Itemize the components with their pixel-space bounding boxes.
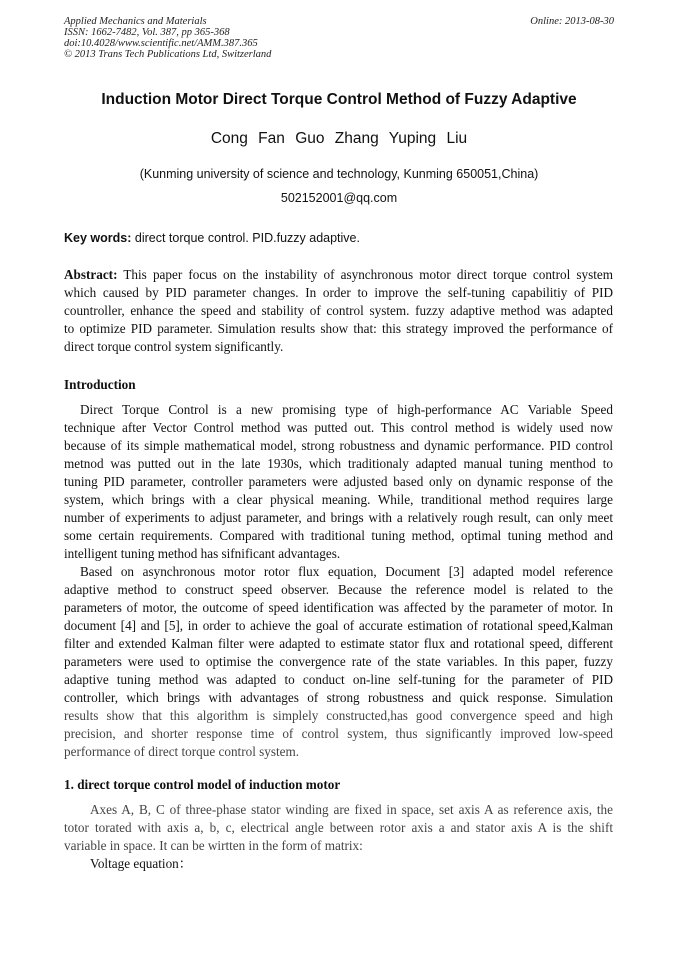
section1-line: Axes A, B, C of three-phase stator winding are fixed in space, set axis A as reference axis, the <box>90 802 613 817</box>
abstract-label: Abstract: <box>64 267 118 282</box>
abstract <box>64 266 613 356</box>
introduction-heading: Introduction <box>64 377 136 392</box>
keywords-text: direct torque control. PID.fuzzy adaptive. <box>131 231 360 245</box>
copyright: © 2013 Trans Tech Publications Ltd, Switzerland <box>64 49 272 60</box>
journal-name: Applied Mechanics and Materials <box>64 16 207 27</box>
abstract-line: countroller, enhance the speed and stability of control system. fuzzy adaptive method was adapted <box>64 303 613 318</box>
email: 502152001@qq.com <box>280 191 398 205</box>
introduction-line: adaptive tuning method was adapted to conduct on-line self-tuning for the parameter of PID <box>64 672 613 687</box>
doi: doi:10.4028/www.scientific.net/AMM.387.365 <box>64 38 258 49</box>
section1-line: totor torated with axis a, b, c, electrical angle between rotor axis a and stator axis A is the shift <box>64 820 613 835</box>
introduction-line: system, which brings with a clear physical meaning. While, tranditional method requires large <box>64 492 613 507</box>
affiliation: (Kunming university of science and technology, Kunming 650051,China) <box>139 167 539 181</box>
abstract-line: direct torque control system significantly. <box>64 339 284 354</box>
journal-header <box>64 16 271 60</box>
introduction-line: controller, which brings with advantages of strong robustness and quick response. Simulation <box>64 690 613 705</box>
introduction-line: some certain requirements. Compared with traditional tuning method, optimal tuning method and <box>64 528 613 543</box>
introduction-body <box>64 401 613 761</box>
authors: Cong Fan Guo Zhang Yuping Liu <box>210 130 468 147</box>
voltage-equation-label: Voltage equation： <box>90 856 192 871</box>
introduction-line: Based on asynchronous motor rotor flux equation, Document [3] adapted model reference <box>80 564 613 579</box>
introduction-line: Direct Torque Control is a new promising type of high-performance AC Variable Speed <box>80 402 613 417</box>
keywords-label: Key words: <box>64 231 132 245</box>
introduction-line: parameters were used to optimise the convergence rate of the state variables. In this paper, fuzzy <box>64 654 613 669</box>
introduction-line: document [4] and [5], in order to achieve the goal of accurate estimation of rotational speed,Kalman <box>64 618 613 633</box>
introduction-line: parameters of motor, the outcome of speed identification was affected by the parameter of motor. In <box>64 600 613 615</box>
introduction-line: intelligent tuning method has sifnificant advantages. <box>64 546 341 561</box>
abstract-line: which caused by PID parameter changes. In order to improve the self-tuning capabilitiy of PID <box>64 285 613 300</box>
introduction-line: results show that this algorithm is simplely constructed,has good convergence speed and high <box>64 708 613 723</box>
section1-body <box>64 801 613 873</box>
section1-line: variable in space. It can be wirtten in the form of matrix: <box>64 838 363 853</box>
issn: ISSN: 1662-7482, Vol. 387, pp 365-368 <box>64 27 230 38</box>
paper-title: Induction Motor Direct Torque Control Method of Fuzzy Adaptive <box>101 91 577 108</box>
keywords <box>64 231 360 245</box>
abstract-line: to optimize PID parameter. Simulation results show that: this strategy improved the performance of <box>64 321 613 336</box>
introduction-line: metnod was putted out in the late 1930s, which traditionaly adapted manual tuning menthod to <box>64 456 613 471</box>
introduction-line: performance of direct torque control system. <box>64 744 300 759</box>
introduction-line: adaptive method to construct speed observer. Because the reference model is related to the <box>64 582 613 597</box>
introduction-line: precision, and shorter response time of control system, thus significantly improved low-speed <box>64 726 613 741</box>
introduction-line: because of its simple mathematical model, strong robustness and dynamic performance. PID control <box>64 438 613 453</box>
introduction-line: filter and extended Kalman filter were adapted to estimate stator flux and rotational speed, different <box>64 636 613 651</box>
introduction-line: technique after Vector Control method was putted out. This control method is widely used now <box>64 420 613 435</box>
section1-heading: 1. direct torque control model of induction motor <box>64 777 341 792</box>
introduction-line: number of experiments to adjust parameter, and brings with a relatively rough result, can only meet <box>64 510 613 525</box>
abstract-line: This paper focus on the instability of asynchronous motor direct torque control system <box>117 267 613 282</box>
introduction-line: tuning PID parameter, controller parameters were adjusted based only on dynamic response of the <box>64 474 613 489</box>
online-date: Online: 2013-08-30 <box>530 16 614 27</box>
